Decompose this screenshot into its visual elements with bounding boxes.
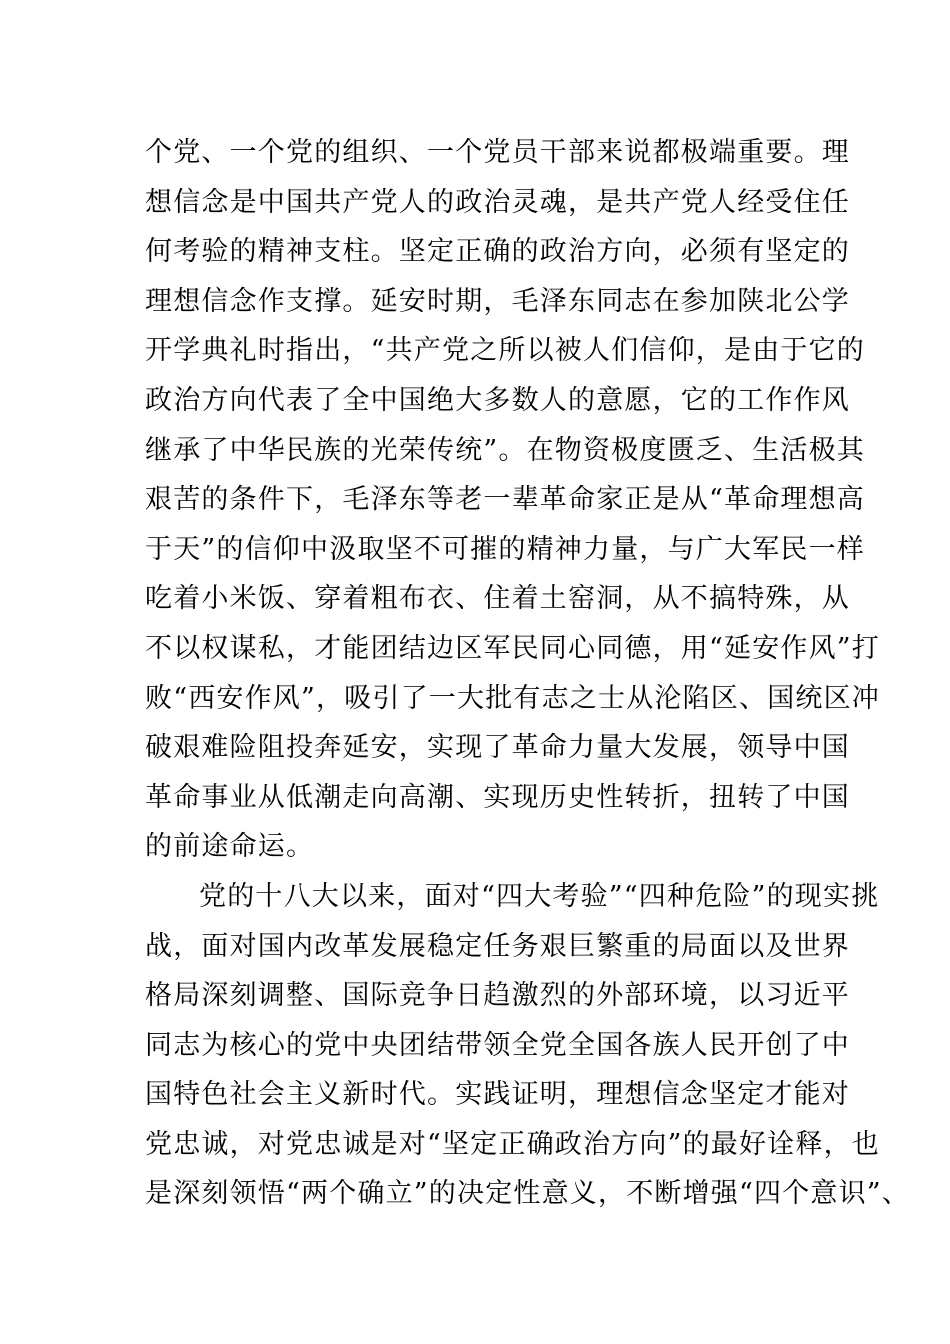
text-line: 继承了中华民族的光荣传统”。在物资极度匮乏、生活极其	[145, 434, 866, 466]
text-line: 艰苦的条件下，毛泽东等老一辈革命家正是从“革命理想高	[145, 484, 866, 516]
text-line: 破艰难险阻投奔延安，实现了革命力量大发展，领导中国	[145, 732, 850, 764]
text-line: 党忠诚，对党忠诚是对“坚定正确政治方向”的最好诠释，也	[145, 1128, 881, 1160]
text-line: 同志为核心的党中央团结带领全党全国各族人民开创了中	[145, 1029, 850, 1061]
text-line: 理想信念作支撑。延安时期，毛泽东同志在参加陕北公学	[145, 285, 850, 317]
text-line: 战，面对国内改革发展稳定任务艰巨繁重的局面以及世界	[145, 930, 850, 962]
paragraph-1	[145, 128, 881, 872]
body-text	[145, 128, 911, 1219]
text-line: 格局深刻调整、国际竞争日趋激烈的外部环境，以习近平	[145, 980, 850, 1012]
text-line: 是深刻领悟“两个确立”的决定性意义，不断增强“四个意识”、	[145, 1178, 911, 1210]
text-line: 的前途命运。	[145, 831, 315, 863]
text-line: 何考验的精神支柱。坚定正确的政治方向，必须有坚定的	[145, 236, 850, 268]
text-line: 开学典礼时指出，“共产党之所以被人们信仰，是由于它的	[145, 335, 866, 367]
text-line: 不以权谋私，才能团结边区军民同心同德，用“延安作风”打	[145, 632, 881, 664]
text-line: 想信念是中国共产党人的政治灵魂，是共产党人经受住任	[145, 186, 850, 218]
text-line: 败“西安作风”，吸引了一大批有志之士从沦陷区、国统区冲	[145, 682, 881, 714]
text-line: 于天”的信仰中汲取坚不可摧的精神力量，与广大军民一样	[145, 533, 866, 565]
text-line: 党的十八大以来，面对“四大考验”“四种危险”的现实挑	[199, 880, 880, 912]
text-line: 个党、一个党的组织、一个党员干部来说都极端重要。理	[145, 137, 850, 168]
text-line: 革命事业从低潮走向高潮、实现历史性转折，扭转了中国	[145, 781, 850, 813]
text-line: 国特色社会主义新时代。实践证明，理想信念坚定才能对	[145, 1079, 850, 1111]
paragraph-2	[145, 872, 911, 1219]
text-line: 吃着小米饭、穿着粗布衣、住着土窑洞，从不搞特殊，从	[145, 583, 850, 615]
text-line: 政治方向代表了全中国绝大多数人的意愿，它的工作作风	[145, 384, 850, 416]
